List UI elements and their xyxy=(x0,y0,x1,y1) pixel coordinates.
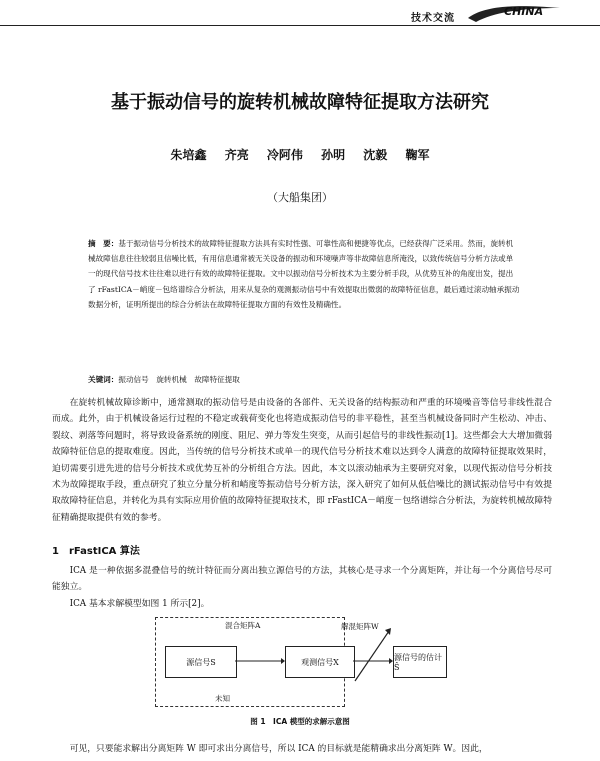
arrow-head-icon xyxy=(385,628,391,635)
page-header xyxy=(0,0,600,28)
abstract-label: 摘 要： xyxy=(88,239,119,248)
mix-matrix-label: 混合矩阵A xyxy=(225,621,261,630)
sep-matrix-label: 解混矩阵W xyxy=(341,622,379,631)
author-list xyxy=(0,146,600,163)
article-title: 基于振动信号的旋转机械故障特征提取方法研究 xyxy=(111,92,489,113)
ica-model-paragraph: ICA 基本求解模型如图 1 所示[2]。 xyxy=(69,599,210,609)
abstract-text: 基于振动信号分析技术的故障特征提取方法具有实时性强、可靠性高和便捷等优点，已经获得广泛采用。然而，旋转机械故障信息往往较弱且信噪比低，有用信息通常被无关设备的振动和环境噪声等非故障信息所淹没，以致传统信号分析方法或单一的现代信号技术往往难以进行有效的故障特征提取。文中以振动信号分析技术为主要分析手段，从优势互补的角度出发，提出了 rFastICA－峭度－包络谱综合分析法，用来从复杂的观测振动信号中有效提取出微弱的故障特征信息，最后通过滚动轴承振动数据分析，证明所提出的综合分析法在故障特征提取方面的有效性及精确性。 xyxy=(88,239,520,309)
author: 鞠军 xyxy=(405,148,430,162)
intro-paragraph: 在旋转机械故障诊断中，通常测取的振动信号是由设备的各部件、无关设备的结构振动和严重的环境噪音等信号非线性混合而成。此外，由于机械设备运行过程的不稳定或载荷变化也将造成振动信号的非平稳性，甚至当机械设备同时产生松动、冲击、裂纹、剥落等问题时，将导致设备系统的刚度、阻尼、弹力等发生突变，从而引起信号的非线性振动[1]。这些都会大大增加微弱故障特征信息的提取难度。因此，当传统的信号分析技术或单一的现代信号分析技术难以达到令人满意的故障特征提取效果时，迫切需要引进先进的信号分析技术或优势互补的分析组合方法。因此，本文以滚动轴承为主要研究对象，以现代振动信号分析技术为故障提取手段，重点研究了独立分量分析和峭度等振动信号分析方法，深入研究了如何从低信噪比的测试振动信号中有效提取故障特征信息，并转化为具有实际应用价值的故障特征提取技术，即 rFastICA－峭度－包络谱综合分析法，为旋转机械故障特征精确提取提供有效的参考。 xyxy=(52,398,552,523)
abstract xyxy=(88,236,520,312)
author: 齐亮 xyxy=(224,148,249,162)
figure-arrows xyxy=(155,617,445,709)
affiliation: （大船集团） xyxy=(267,191,333,204)
keywords xyxy=(88,374,520,385)
header-rule xyxy=(0,25,600,26)
author: 孙明 xyxy=(321,148,346,162)
ica-model-figure xyxy=(155,617,445,709)
arrow-head-icon xyxy=(389,658,393,664)
unknown-label: 未知 xyxy=(215,694,230,703)
bottom-paragraph: 可见，只要能求解出分离矩阵 W 即可求出分离信号，所以 ICA 的目标就是能精确求出分离矩阵 W。因此， xyxy=(69,744,488,754)
keywords-text: 振动信号 旋转机械 故障特征提取 xyxy=(118,375,240,384)
section-label: 技术交流 xyxy=(411,13,455,24)
figure-caption: 图 1 ICA 模型的求解示意图 xyxy=(250,717,350,726)
source-box: 源信号S xyxy=(165,646,237,678)
arrow-head-icon xyxy=(281,658,285,664)
section-heading: 1 rFastICA 算法 xyxy=(52,546,140,557)
journal-logo xyxy=(464,2,564,24)
observed-box: 观测信号X xyxy=(285,646,355,678)
estimate-box: 源信号的估计Ŝ xyxy=(393,646,447,678)
author: 沈毅 xyxy=(363,148,388,162)
author: 冷阿伟 xyxy=(266,148,303,162)
diagonal-arrow-line xyxy=(355,631,389,681)
ica-paragraph: ICA 是一种依据多混叠信号的统计特征而分离出独立源信号的方法，其核心是寻求一个分离矩阵，并让每一个分离信号尽可能独立。 xyxy=(52,566,552,593)
keywords-label: 关键词： xyxy=(88,375,119,384)
logo-text: CHINA xyxy=(504,5,544,18)
author: 朱培鑫 xyxy=(170,148,207,162)
